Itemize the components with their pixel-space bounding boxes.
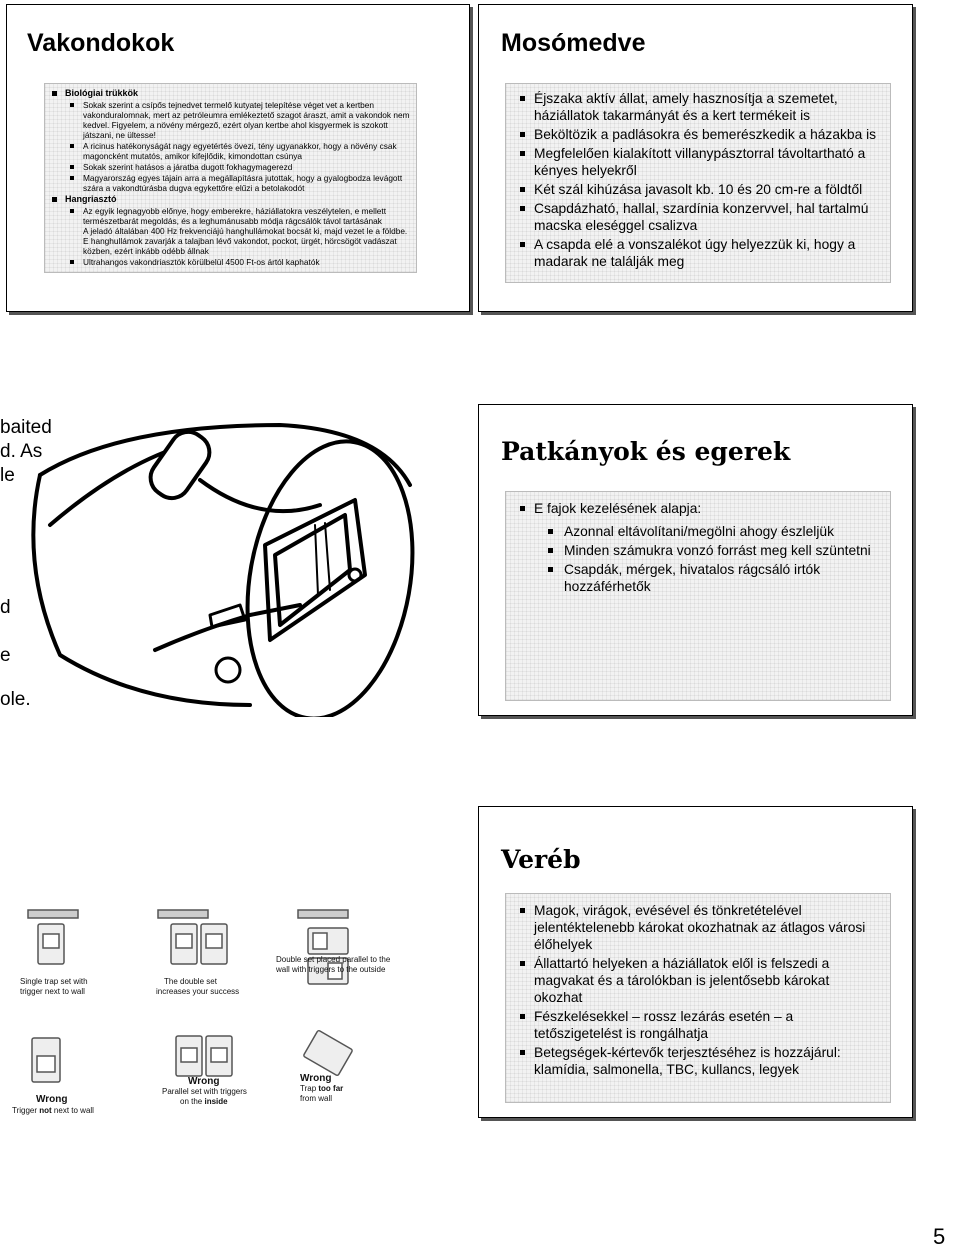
list-item: Magyarország egyes tájain arra a megállapításra jutottak, hogy a gyalogbodza levágott szára a vakondtúrásba dugva egykettőre elűzi a betolakodót	[69, 173, 410, 193]
wrong-label-3: Wrong	[300, 1073, 332, 1084]
list-item: Sokak szerint a csípős tejnedvet termelő kutyatej telepítése véget vet a kertben vakonduralomnak, mert az petróleumra emlékeztető szagot áraszt, amit a vakondok nem kedvel. Figyelem, a növény mérgező, ezért olyan kertbe ahol kisgyermek is szokott játszani, ne ültesse!	[69, 100, 410, 140]
edge-text-6: ole.	[0, 689, 31, 710]
wrong-label-2: Wrong	[188, 1076, 220, 1087]
list-item: Két szál kihúzása javasolt kb. 10 és 20 cm-re a földtől	[518, 181, 880, 198]
list-item: Minden számukra vonzó forrást meg kell szüntetni	[546, 542, 880, 559]
list-item: E fajok kezelésének alapja:	[518, 500, 880, 517]
slide-title: Vakondokok	[27, 29, 175, 57]
list-item: Fészkelésekkel – rossz lezárás esetén – a tetőszigetelést is rongálhatja	[518, 1008, 880, 1042]
edge-text-2: d. As	[0, 441, 43, 462]
list-item: A ricinus hatékonyságát nagy egyetértés övezi, tény ugyanakkor, hogy a növény csak magoncként mutatós, amikor kifejlődik, kimondottan csúnya	[69, 141, 410, 161]
trap-placement-diagram	[6, 908, 410, 1118]
page-number: 5	[933, 1224, 946, 1249]
list-item: Betegségek-kértevők terjesztéséhez is hozzájárul: klamídia, salmonella, TBC, kullancs, legyek	[518, 1044, 880, 1078]
edge-text-4: d	[0, 597, 11, 618]
caption-double-1: The double set	[164, 977, 217, 986]
list-item: A jeladó általában 400 Hz frekvenciájú hanghullámokat bocsát ki, majd vezet le a földbe. E hanghullámok zavarják a talajban lévő vakondot, pockot, ürgét, hörcsögöt vadászat közben, ezért inkább odébb állnak	[83, 226, 408, 256]
edge-text-3: le	[0, 465, 15, 486]
list-item: Ultrahangos vakondriasztók körülbelül 4500 Ft-os ártól kaphatók	[69, 257, 410, 267]
list-item: Magok, virágok, evésével és tönkretételével jelentéktelenebb károkat okozhatnak az átlagos városi élőhelyek	[518, 902, 880, 953]
slide-title: Patkányok és egerek	[501, 437, 791, 466]
bullet-list	[518, 902, 880, 1078]
slide-trap-drawing	[0, 405, 470, 717]
list-item: Megfelelően kialakított villanypásztorral távoltartható a kényes helyekről	[518, 145, 880, 179]
slide-mosomedve	[478, 4, 913, 312]
slide-title: Veréb	[501, 845, 581, 874]
slide-trap-placement	[6, 908, 410, 1118]
bullet-list	[518, 500, 880, 595]
list-item: Sokak szerint hatásos a járatba dugott fokhagymagerezd	[69, 162, 410, 172]
slide-content	[505, 893, 891, 1103]
list-item: Beköltözik a padlásokra és bemerészkedik a házakba is	[518, 126, 880, 143]
slide-content	[44, 83, 417, 273]
list-item: A csapda elé a vonszalékot úgy helyezzük ki, hogy a madarak ne találják meg	[518, 236, 880, 270]
wrong-caption-1: Trigger not next to wall	[12, 1106, 94, 1115]
list-item: Csapdázható, hallal, szardínia konzervvel, hal tartalmú macska eleséggel csalizva	[518, 200, 880, 234]
wrong-caption-2b: on the inside	[180, 1097, 228, 1106]
list-item: Éjszaka aktív állat, amely hasznosítja a szemetet, háziállatok takarmányát és a kert termékeit is	[518, 90, 880, 124]
edge-text-5: e	[0, 645, 11, 666]
caption-single-1: Single trap set with	[20, 977, 88, 986]
list-item: Biológiai trükkök	[51, 88, 410, 99]
slide-vakondokok	[6, 4, 470, 312]
list-item: Azonnal eltávolítani/megölni ahogy észleljük	[546, 523, 880, 540]
edge-text-1: baited	[0, 417, 52, 438]
wrong-caption-2a: Parallel set with triggers	[162, 1087, 247, 1096]
wrong-caption-3a: Trap too far	[300, 1084, 344, 1093]
slide-title: Mosómedve	[501, 29, 646, 57]
list-item: Csapdák, mérgek, hivatalos rágcsáló irtók hozzáférhetők	[546, 561, 880, 595]
slide-content	[505, 491, 891, 701]
bullet-list	[51, 88, 410, 267]
wrong-label-1: Wrong	[36, 1094, 68, 1105]
slide-content	[505, 83, 891, 283]
caption-parallel-1: Double set placed parallel to the	[276, 955, 391, 964]
bucket-trap-illustration	[0, 405, 470, 717]
slide-vereb	[478, 806, 913, 1118]
caption-single-2: trigger next to wall	[20, 987, 85, 996]
caption-parallel-2: wall with triggers to the outside	[276, 965, 386, 974]
bullet-list	[518, 90, 880, 270]
list-item: Állattartó helyeken a háziállatok elől is felszedi a magvakat és a tárolókban is jelentősebb károkat okozhat	[518, 955, 880, 1006]
list-item: Hangriasztó	[51, 194, 410, 205]
list-item: Az egyik legnagyobb előnye, hogy emberekre, háziállatokra veszélytelen, e mellett természetbarát megoldás, és a leghumánusabb módja rágcsálók távol tartásának	[69, 206, 410, 226]
caption-double-2: increases your success	[156, 987, 240, 996]
wrong-caption-3b: from wall	[300, 1094, 333, 1103]
slide-patkanyok	[478, 404, 913, 716]
